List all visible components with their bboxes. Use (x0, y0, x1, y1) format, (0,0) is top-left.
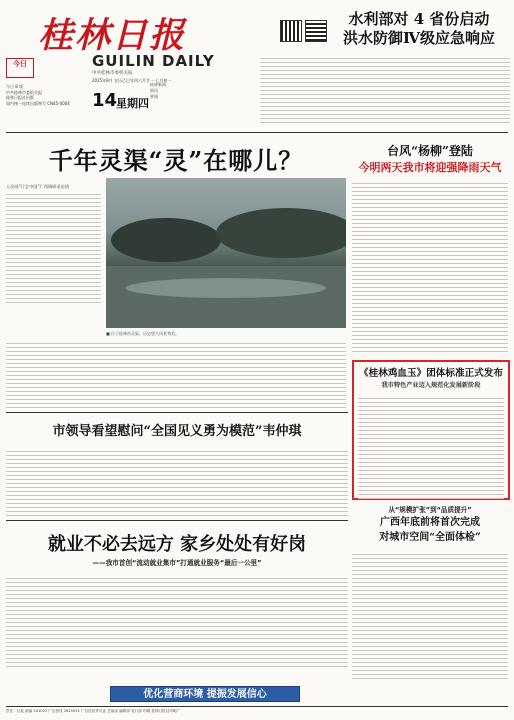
lead-body-bottom (6, 340, 346, 408)
typhoon-subtitle: 今明两天我市将迎强降雨天气 (358, 161, 502, 174)
lead-kicker: 人民网“行走中国”广西调研采访团 (6, 184, 69, 189)
photo-trees-icon (106, 178, 346, 328)
standard-story (352, 360, 510, 500)
issue-tag: 今日 (13, 60, 27, 68)
brief-line: 简讯 (150, 88, 158, 93)
lead-photo (106, 178, 346, 328)
date-week: 星期四 (116, 97, 149, 110)
issue-info (6, 84, 70, 106)
date-day: 14 (92, 90, 118, 111)
photo-caption: ■ 位于桂林的灵渠，历史悠久风景秀美。 (106, 331, 180, 336)
example-title: 市领导看望慰问“全国见义勇为模范”韦仲琪 (52, 424, 302, 439)
newspaper-title-en: GUILIN DAILY (92, 52, 215, 70)
divider (6, 412, 348, 413)
brief-line: 要闻 (150, 94, 158, 99)
date-line: 2025年8月 农历乙巳年闰六月廿一 七月初一 (92, 78, 172, 83)
business-banner: 优化营商环境 提振发展信心 (110, 686, 300, 702)
standard-body (358, 395, 504, 499)
divider (6, 132, 508, 133)
example-story (6, 416, 348, 516)
issue-line: 国内统一连续出版物号 CN45-0004 (6, 100, 70, 106)
qr-code-icon (305, 20, 327, 42)
qr-code-icon (280, 20, 302, 42)
example-body (6, 448, 348, 518)
lead-story (6, 135, 346, 410)
issue-line: 今日 8 版 (6, 84, 24, 89)
issue-line: 桂林日报社出版 (6, 95, 34, 100)
footer: 责任：社址 邮编 541001 广告热线 2825092 广告经营许可证 总编室 编辑部 发行部 印刷 桂林日报社印刷厂 (6, 709, 181, 713)
city-check-body (352, 551, 508, 679)
typhoon-title: 台风“杨柳”登陆 (387, 144, 473, 158)
lead-body-left (6, 191, 101, 306)
jobs-title: 就业不必去远方 家乡处处有好岗 (47, 534, 307, 555)
newspaper-title: 桂林日报 (38, 15, 187, 56)
divider (6, 520, 348, 521)
masthead-logo (6, 58, 34, 78)
city-check-story (352, 505, 508, 685)
top-story-body (260, 55, 510, 125)
standard-title: 《桂林鸡血玉》团体标准正式发布 (359, 368, 503, 379)
brief-line: 桂林新闻 (150, 82, 166, 87)
top-story-title: 洪水防御Ⅳ级应急响应 (342, 29, 496, 47)
masthead-subtitle: 中共桂林市委机关报 (92, 71, 133, 76)
divider (6, 706, 508, 707)
jobs-body (6, 575, 348, 667)
typhoon-body (352, 180, 508, 352)
jobs-subtitle: ——我市首创“流动就业集市”打通就业服务“最后一公里” (92, 559, 262, 567)
issue-line: 中共桂林市委机关报 (6, 89, 42, 95)
top-story-title: 水利部对 4 省份启动 (348, 10, 490, 28)
standard-subtitle: 我市特色产业迈入规范化发展新阶段 (381, 382, 481, 389)
masthead-briefs (150, 82, 250, 100)
lead-title: 千年灵渠“灵”在哪儿？ (48, 146, 304, 175)
city-check-title: 广西年底前将首次完成 (380, 517, 480, 528)
city-check-title: 对城市空间“全面体检” (379, 532, 481, 543)
jobs-story (6, 524, 348, 674)
city-check-kicker: 从“规模扩张”到“品质提升” (388, 506, 472, 514)
